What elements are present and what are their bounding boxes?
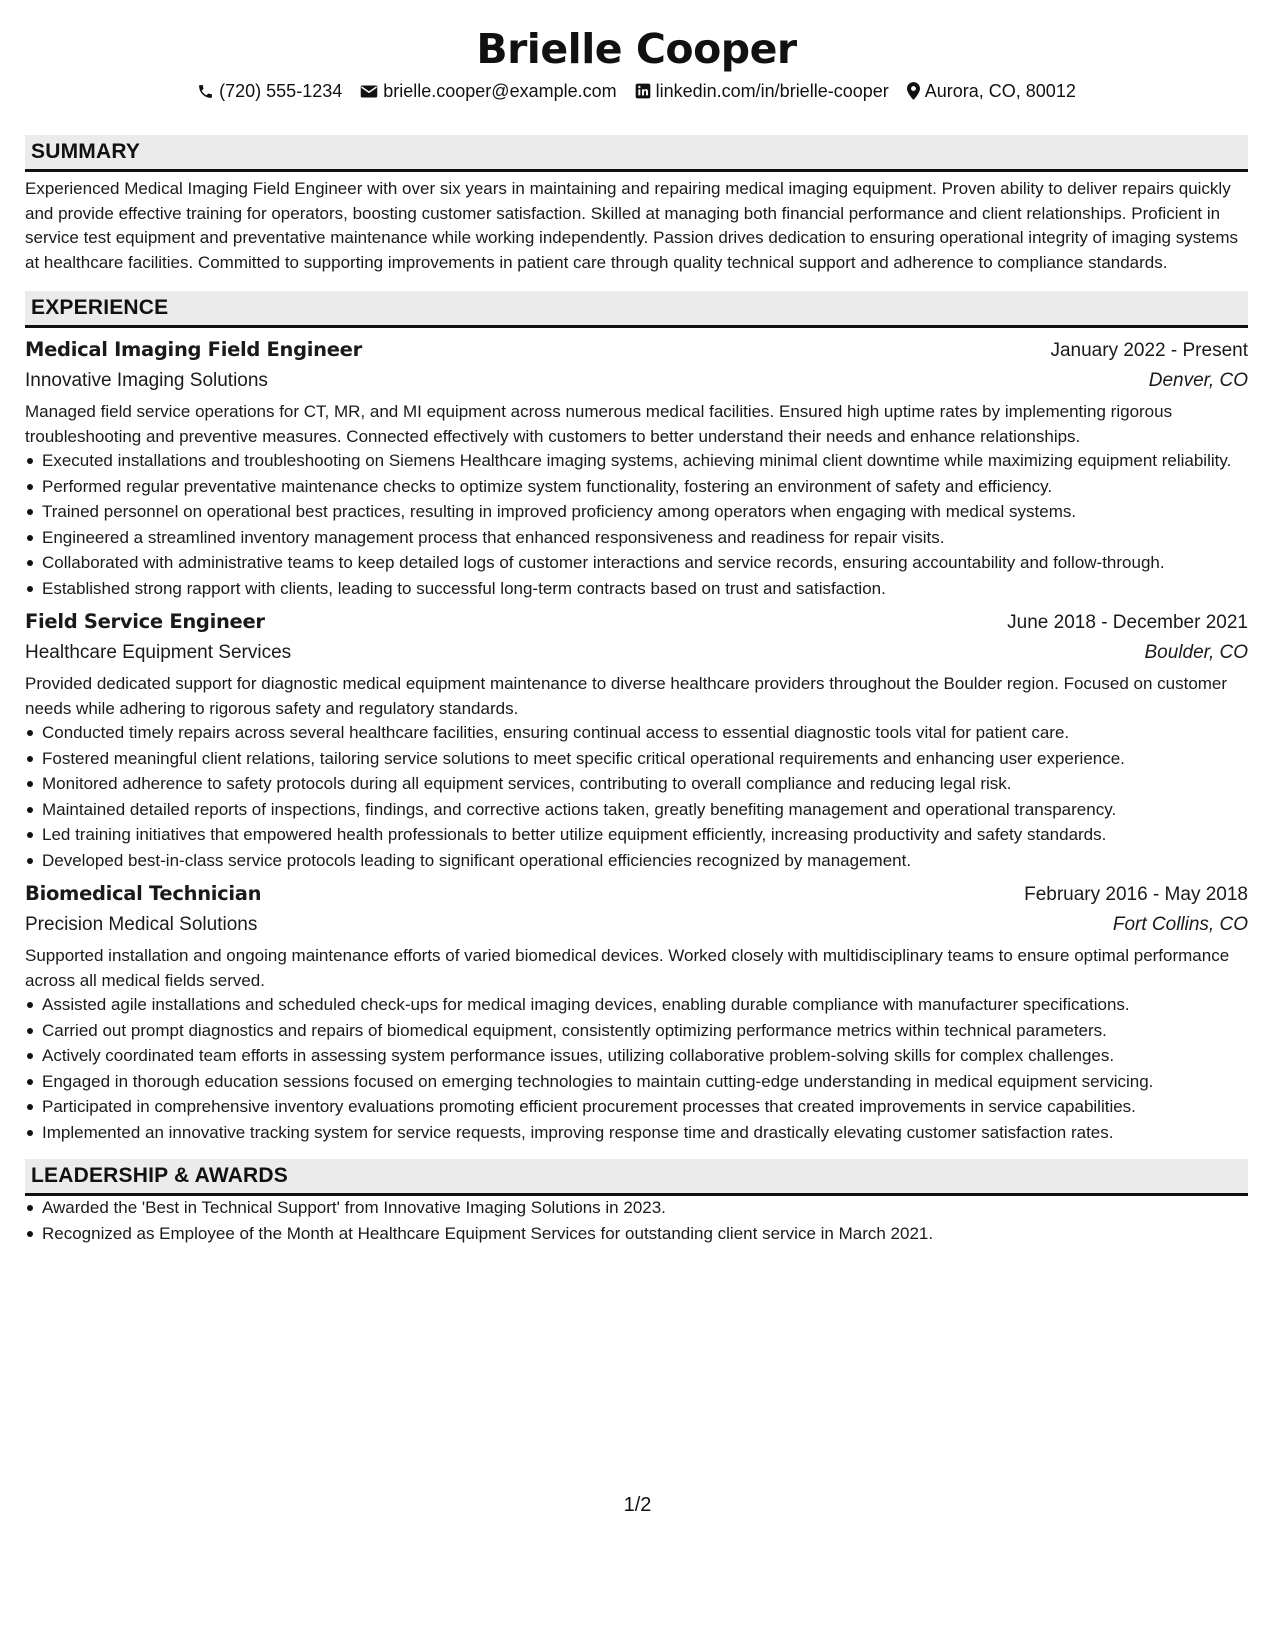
leadership-heading: LEADERSHIP & AWARDS bbox=[25, 1159, 1248, 1196]
job-dates: June 2018 - December 2021 bbox=[1007, 612, 1248, 633]
contact-phone[interactable] bbox=[197, 78, 342, 104]
bullet-item: Actively coordinated team efforts in assessing system performance issues, utilizing collaborative problem-solving skills for complex challenges. bbox=[25, 1044, 1248, 1068]
bullet-item: Collaborated with administrative teams to keep detailed logs of customer interactions and service records, ensuring accountability and follow-through. bbox=[25, 551, 1248, 575]
job-entry bbox=[25, 335, 1248, 600]
job-entry bbox=[25, 607, 1248, 872]
job-location: Fort Collins, CO bbox=[1112, 914, 1248, 935]
bullet-item: Fostered meaningful client relations, tailoring service solutions to meet specific critical operational requirements and enhancing user experience. bbox=[25, 747, 1248, 771]
map-pin-icon bbox=[907, 82, 920, 100]
bullet-item: Engineered a streamlined inventory management process that enhanced responsiveness and readiness for repair visits. bbox=[25, 526, 1248, 550]
resume-page bbox=[25, 0, 1248, 1247]
job-entry bbox=[25, 879, 1248, 1144]
phone-icon bbox=[197, 83, 214, 100]
bullet-item: Maintained detailed reports of inspections, findings, and corrective actions taken, greatly benefiting management and operational transparency. bbox=[25, 798, 1248, 822]
bullet-item: Developed best-in-class service protocols leading to significant operational efficiencies recognized by management. bbox=[25, 849, 1248, 873]
envelope-icon bbox=[360, 84, 378, 99]
bullet-item: Executed installations and troubleshooting on Siemens Healthcare imaging systems, achieving minimal client downtime while maximizing equipment reliability. bbox=[25, 449, 1248, 473]
summary-heading: SUMMARY bbox=[25, 135, 1248, 172]
job-company: Healthcare Equipment Services bbox=[25, 642, 292, 663]
email-text: brielle.cooper@example.com bbox=[383, 81, 617, 101]
award-item: Recognized as Employee of the Month at Healthcare Equipment Services for outstanding client service in March 2021. bbox=[25, 1222, 1248, 1246]
page-number: 1/2 bbox=[623, 1494, 652, 1516]
job-location: Denver, CO bbox=[1148, 370, 1248, 391]
job-description: Provided dedicated support for diagnostic medical equipment maintenance to diverse healthcare providers throughout the Boulder region. Focused on customer needs while adhering to rigorous safety and regulatory standards. bbox=[25, 674, 1228, 718]
bullet-item: Assisted agile installations and scheduled check-ups for medical imaging devices, enabling durable compliance with manufacturer specifications. bbox=[25, 993, 1248, 1017]
linkedin-icon bbox=[635, 83, 651, 99]
job-bullets bbox=[25, 721, 1248, 872]
linkedin-text: linkedin.com/in/brielle-cooper bbox=[655, 81, 889, 101]
phone-text: (720) 555-1234 bbox=[219, 81, 343, 101]
bullet-item: Led training initiatives that empowered health professionals to better utilize equipment efficiently, increasing productivity and safety standards. bbox=[25, 823, 1248, 847]
bullet-item: Engaged in thorough education sessions focused on emerging technologies to maintain cutting-edge understanding in medical equipment servicing. bbox=[25, 1070, 1248, 1094]
job-description: Supported installation and ongoing maintenance efforts of varied biomedical devices. Worked closely with multidisciplinary teams to ensure optimal performance across all medical fields served. bbox=[25, 946, 1230, 990]
job-bullets bbox=[25, 449, 1248, 600]
bullet-item: Carried out prompt diagnostics and repairs of biomedical equipment, consistently optimizing performance metrics within technical parameters. bbox=[25, 1019, 1248, 1043]
leadership-list bbox=[25, 1196, 1248, 1245]
experience-heading: EXPERIENCE bbox=[25, 291, 1248, 328]
bullet-item: Conducted timely repairs across several healthcare facilities, ensuring continual access to essential diagnostic tools vital for patient care. bbox=[25, 721, 1248, 745]
contact-email[interactable] bbox=[360, 78, 616, 104]
job-company: Innovative Imaging Solutions bbox=[25, 370, 268, 391]
bullet-item: Trained personnel on operational best practices, resulting in improved proficiency among operators when engaging with medical systems. bbox=[25, 500, 1248, 524]
job-dates: January 2022 - Present bbox=[1050, 340, 1248, 361]
summary-text: Experienced Medical Imaging Field Engineer with over six years in maintaining and repairing medical imaging equipment. Proven ability to deliver repairs quickly and provide effective training for operators, boosting customer satisfaction. Skilled at managing both financial performance and client relationships. Proficient in service test equipment and preventative maintenance while working independently. Passion drives dedication to ensuring operational integrity of imaging systems at healthcare facilities. Committed to supporting improvements in patient care through quality technical support and adherence to compliance standards. bbox=[25, 179, 1239, 272]
job-title: Field Service Engineer bbox=[25, 610, 265, 633]
bullet-item: Established strong rapport with clients, leading to successful long-term contracts based on trust and satisfaction. bbox=[25, 577, 1248, 601]
contact-bar bbox=[25, 78, 1248, 104]
award-item: Awarded the 'Best in Technical Support' from Innovative Imaging Solutions in 2023. bbox=[25, 1196, 1248, 1220]
candidate-name: Brielle Cooper bbox=[476, 25, 797, 73]
job-bullets bbox=[25, 993, 1248, 1144]
job-location: Boulder, CO bbox=[1144, 642, 1248, 663]
job-title: Biomedical Technician bbox=[25, 882, 262, 905]
bullet-item: Performed regular preventative maintenance checks to optimize system functionality, fostering an environment of safety and efficiency. bbox=[25, 475, 1248, 499]
job-title: Medical Imaging Field Engineer bbox=[25, 338, 362, 361]
job-dates: February 2016 - May 2018 bbox=[1024, 884, 1248, 905]
bullet-item: Implemented an innovative tracking system for service requests, improving response time and drastically elevating customer satisfaction rates. bbox=[25, 1121, 1248, 1145]
bullet-item: Monitored adherence to safety protocols during all equipment services, contributing to overall compliance and reducing legal risk. bbox=[25, 772, 1248, 796]
contact-location bbox=[907, 78, 1076, 104]
location-text: Aurora, CO, 80012 bbox=[924, 81, 1076, 101]
bullet-item: Participated in comprehensive inventory evaluations promoting efficient procurement processes that created improvements in service capabilities. bbox=[25, 1095, 1248, 1119]
job-company: Precision Medical Solutions bbox=[25, 914, 258, 935]
job-description: Managed field service operations for CT, MR, and MI equipment across numerous medical facilities. Ensured high uptime rates by implementing rigorous troubleshooting and preventive measures. Connected effectively with customers to better understand their needs and enhance relationships. bbox=[25, 402, 1173, 446]
contact-linkedin[interactable] bbox=[635, 78, 889, 104]
